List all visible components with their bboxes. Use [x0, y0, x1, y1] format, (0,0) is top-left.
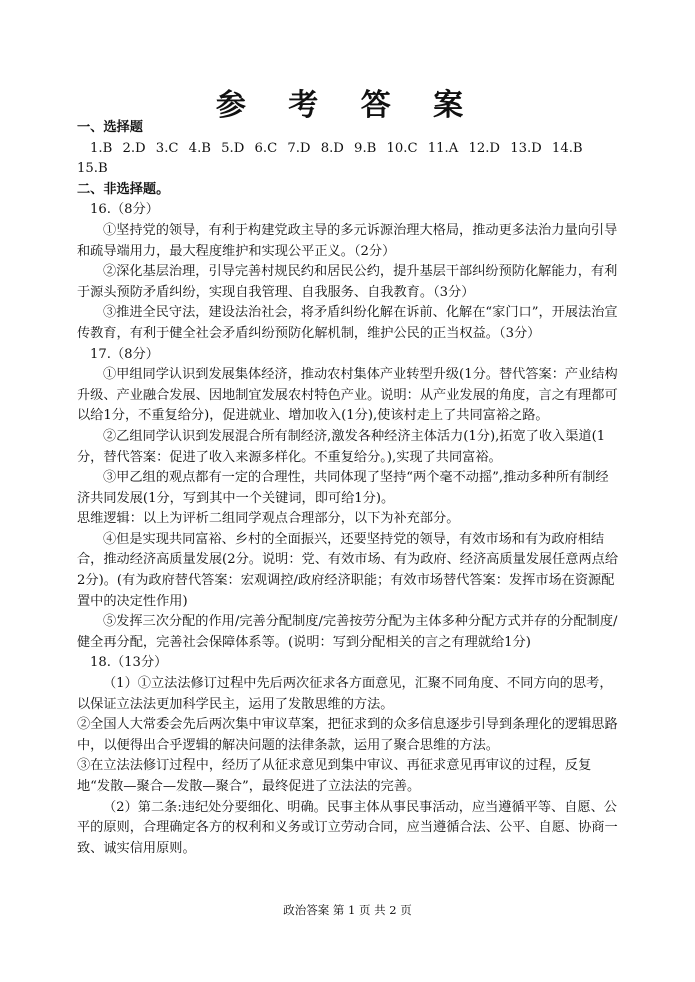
q17-point-1: ①甲组同学认识到发展集体经济，推动农村集体产业转型升级(1分。替代答案：产业结构升级、产业融合发展、因地制宜发展农村特色产业。说明：从产业发展的角度，言之有理都可以给1分，不重复给分)，促进就业、增加收入(1分),使该村走上了共同富裕之路。	[77, 367, 618, 424]
choice-answers-line1: 1.B 2.D 3.C 4.B 5.D 6.C 7.D 8.D 9.B 10.C 11.A 12.D 13.D 14.B	[90, 140, 583, 156]
q17-point-2: ②乙组同学认识到发展混合所有制经济,激发各种经济主体活力(1分),拓宽了收入渠道(1分，替代答案：促进了收入来源多样化。不重复给分。),实现了共同富裕。	[77, 428, 606, 465]
q17-point-3: ③甲乙组的观点都有一定的合理性，共同体现了坚持“两个毫不动摇”,推动多种所有制经济共同发展(1分，写到其中一个关键词，即可给1分)。	[77, 470, 609, 506]
q17-point-4: ④但是实现共同富裕、乡村的全面振兴，还要坚持党的领导，有效市场和有为政府相结合，推动经济高质量发展(2分。说明：党、有效市场、有为政府、经济高质量发展任意两点给2分)。(有为政府替代答案：宏观调控/政府经济职能；有效市场替代答案：发挥市场在资源配置中的决定性作用)	[77, 531, 619, 609]
q17-point-5: ⑤发挥三次分配的作用/完善分配制度/完善按劳分配为主体多种分配方式并存的分配制度/健全再分配，完善社会保障体系等。(说明：写到分配相关的言之有理就给1分)	[77, 614, 618, 650]
page-footer: 政治答案 第 1 页 共 2 页	[283, 903, 412, 917]
q18-point-3: ③在立法法修订过程中，经历了从征求意见到集中审议、再征求意见再审议的过程，反复地“发散—聚合—发散—聚合”，最终促进了立法法的完善。	[77, 758, 592, 794]
q18-point-1: （1）①立法法修订过程中先后两次征求各方面意见，汇聚不同角度、不同方向的思考，以保证立法法更加科学民主，运用了发散思维的方法。	[77, 676, 613, 712]
section-nonchoice-heading: 二、非选择题。	[77, 181, 170, 197]
page-title: 参 考 答 案	[215, 88, 480, 123]
section-choice-heading: 一、选择题	[77, 120, 143, 135]
q16-header: 16.（8分）	[90, 202, 159, 218]
q18-part-2: （2）第二条:违纪处分要细化、明确。民事主体从事民事活动，应当遵循平等、自愿、公平的原则，合理确定各方的权利和义务或订立劳动合同，应当遵循合法、公平、自愿、协商一致、诚实信用原则。	[77, 799, 618, 856]
q17-header: 17.（8分）	[90, 346, 159, 362]
answer-content	[77, 118, 620, 859]
q18-point-2: ②全国人大常委会先后两次集中审议草案，把征求到的众多信息逐步引导到条理化的逻辑思路中，以便得出合乎逻辑的解决问题的法律条款，运用了聚合思维的方法。	[77, 717, 618, 753]
q16-point-2: ②深化基层治理，引导完善村规民约和居民公约，提升基层干部纠纷预防化解能力，有利于源头预防矛盾纠纷，实现自我管理、自我服务、自我教育。（3分）	[77, 264, 618, 300]
q18-header: 18.（13分）	[90, 655, 168, 671]
q16-point-1: ①坚持党的领导，有利于构建党政主导的多元诉源治理大格局，推动更多法治力量向引导和疏导端用力，最大程度维护和实现公平正义。（2分）	[77, 222, 618, 259]
choice-answers-line2: 15.B	[77, 161, 108, 177]
q16-point-3: ③推进全民守法，建设法治社会，将矛盾纠纷化解在诉前、化解在“家门口”，开展法治宣传教育，有利于健全社会矛盾纠纷预防化解机制，维护公民的正当权益。（3分）	[77, 305, 618, 341]
q17-logic-note: 思维逻辑：以上为评析二组同学观点合理部分，以下为补充部分。	[77, 511, 460, 527]
